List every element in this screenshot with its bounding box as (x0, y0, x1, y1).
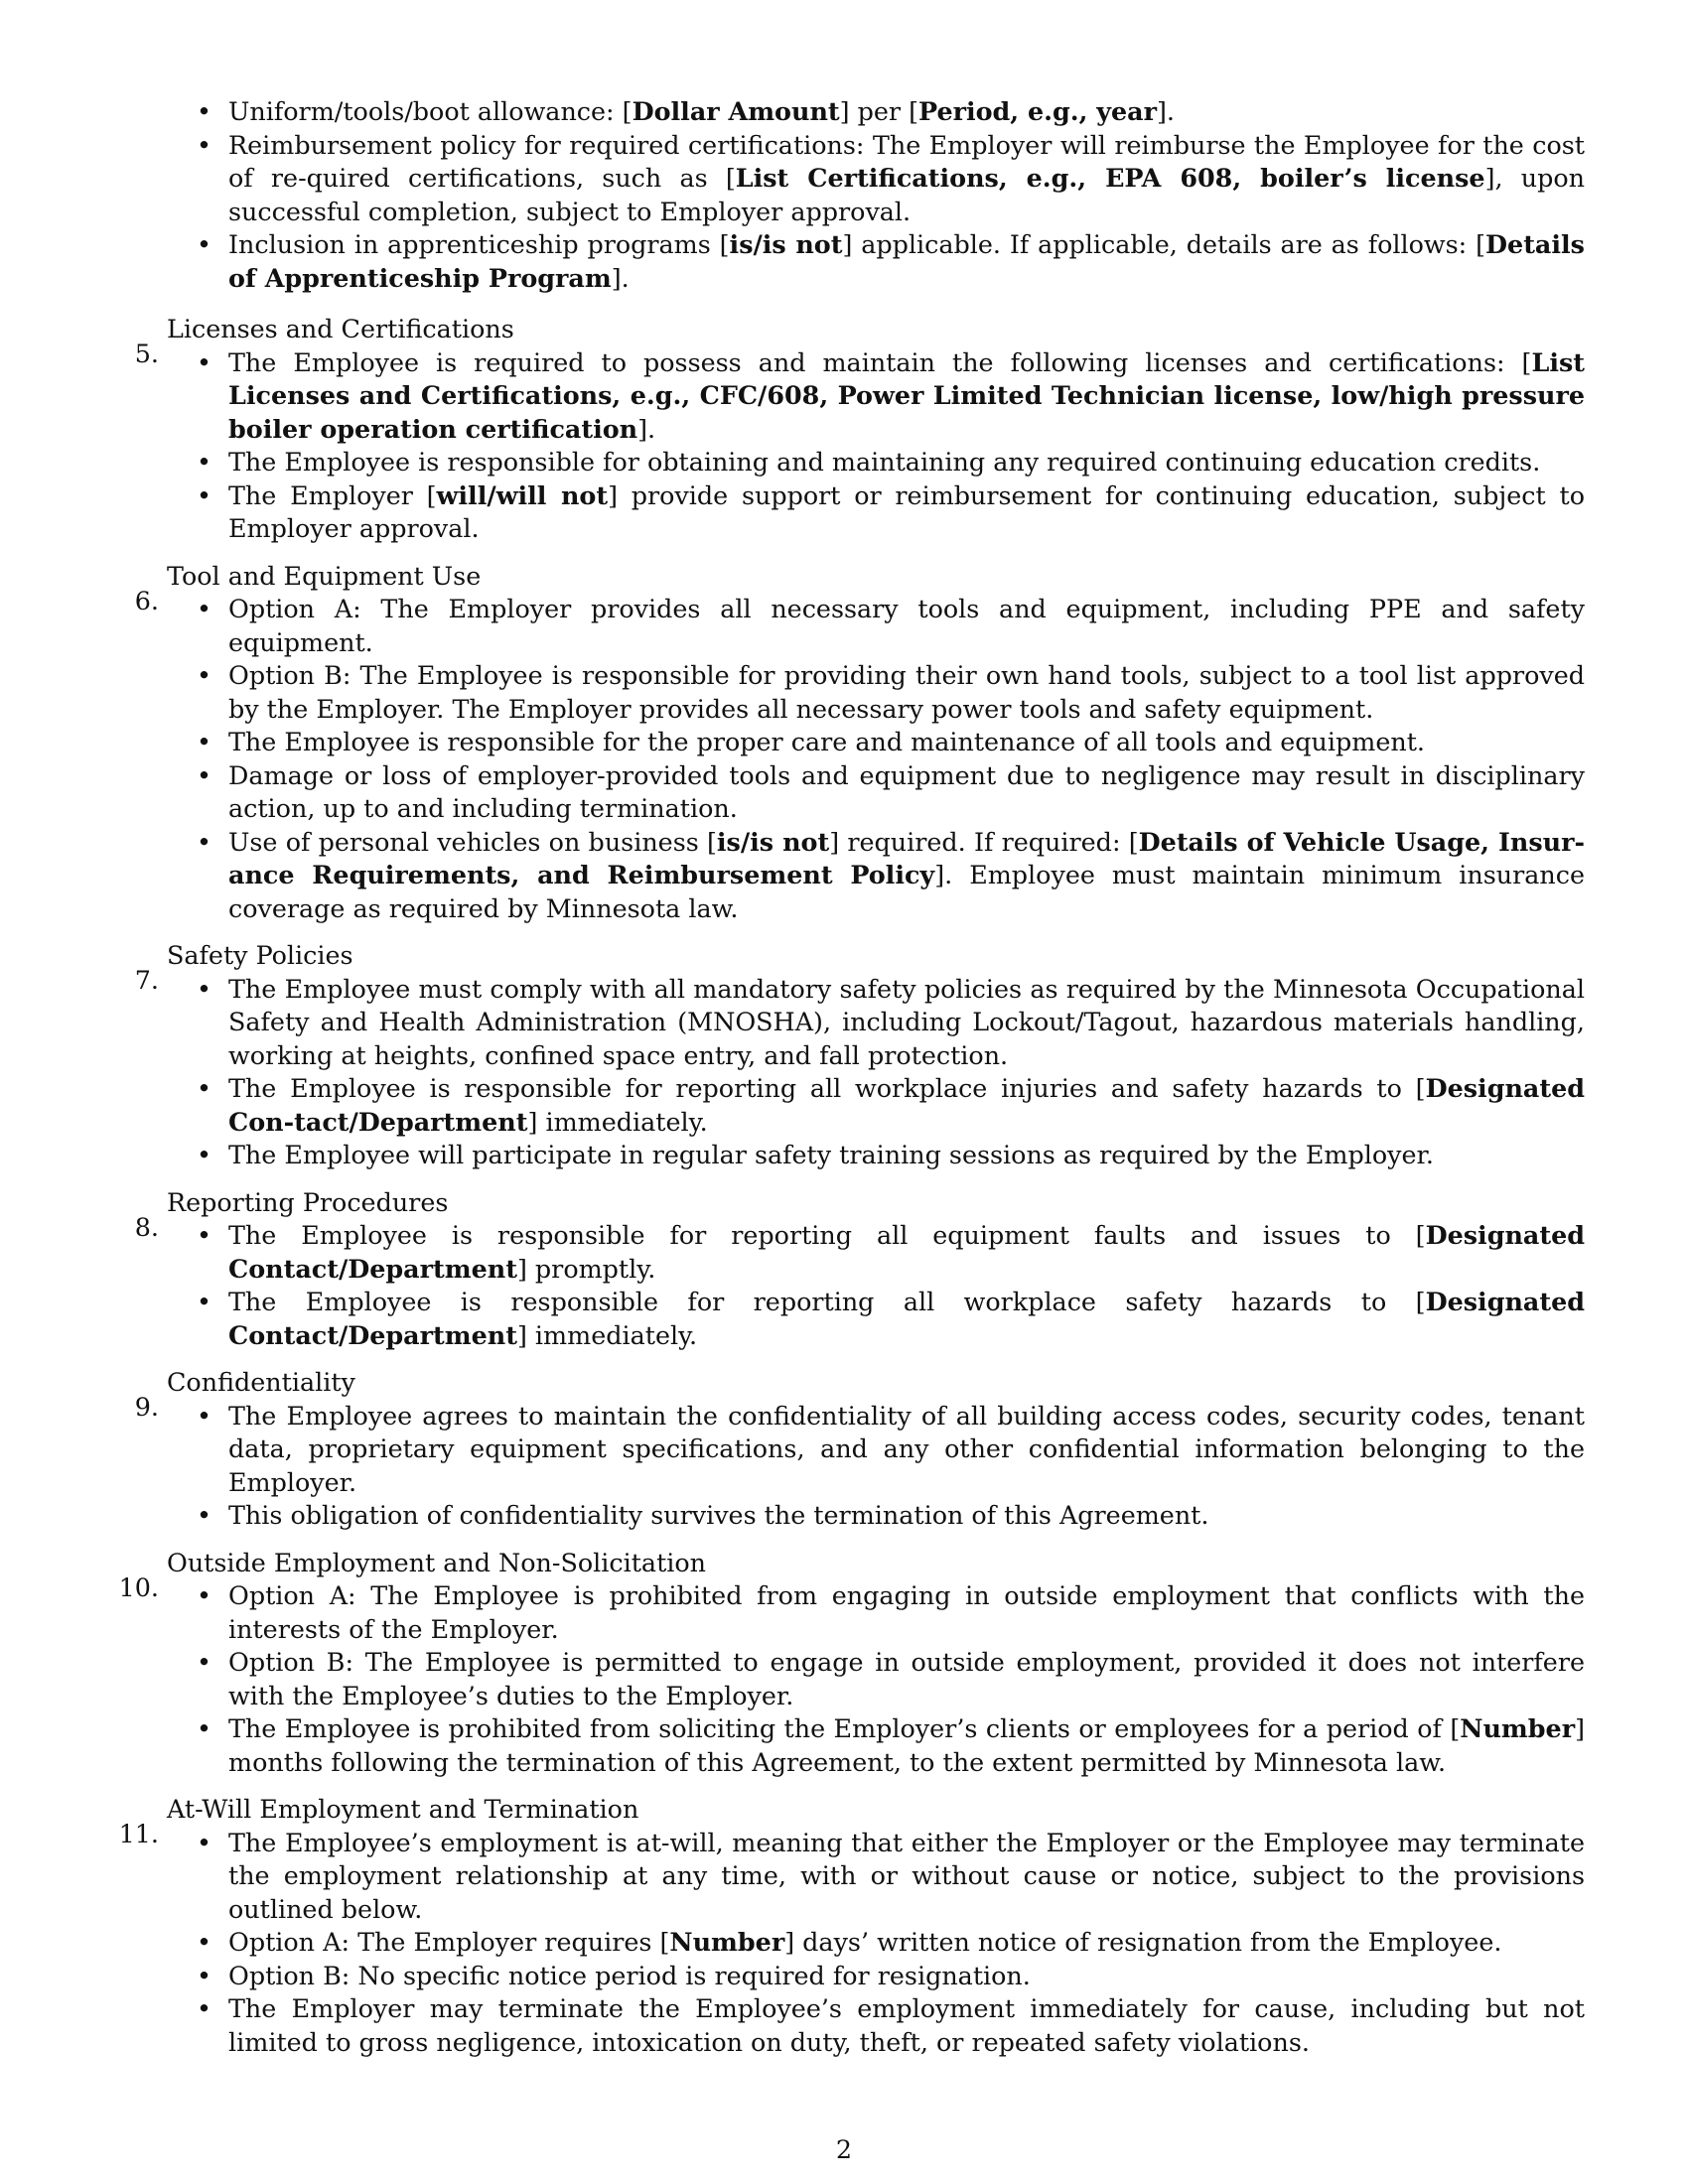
bullet-item (167, 1286, 1585, 1352)
bullet-text: ] immediately. (516, 1319, 698, 1350)
section-number-text: 9. (134, 1392, 159, 1422)
section-item (134, 560, 1586, 926)
section-title: Reporting Procedures (167, 1186, 449, 1217)
bullet-item (167, 1646, 1585, 1712)
bullet-item (167, 446, 1585, 479)
bullet-text: Option A: The Employer requires [ (228, 1927, 670, 1957)
section-item (134, 939, 1585, 1172)
placeholder-field: Number (669, 1927, 785, 1957)
section-number-text: 10. (118, 1571, 159, 1602)
section-bullet-list (167, 973, 1585, 1172)
placeholder-field: List Certifications, e.g., EPA 608, boiler’s license (735, 163, 1485, 193)
section-title: At-Will Employment and Termination (167, 1794, 639, 1824)
bullet-item (167, 1712, 1585, 1779)
bullet-item (167, 1992, 1585, 2059)
section-number-text: 6. (134, 585, 159, 615)
section-heading (134, 939, 1585, 995)
section-item (134, 1366, 1585, 1533)
placeholder-field: is/is not (716, 826, 830, 857)
bullet-text: ], upon successful completion, subject to Employer approval. (228, 163, 1586, 226)
section-item (118, 1793, 1585, 2059)
bullet-item (167, 1960, 1585, 1993)
bullet-item (167, 1827, 1585, 1927)
bullet-item (167, 1579, 1585, 1646)
bullet-text: The Employee is required to possess and maintain the following licenses and certifications: [ (228, 346, 1532, 377)
bullet-item (167, 346, 1585, 447)
placeholder-field: Number (1460, 1713, 1576, 1743)
section-heading (134, 1366, 1585, 1422)
bullet-text: ] applicable. If applicable, details are as follows: [ (842, 229, 1486, 259)
section-bullet-list (167, 1400, 1585, 1533)
bullet-text: Use of personal vehicles on business [ (228, 826, 717, 857)
bullet-text: ]. (611, 262, 630, 293)
bullet-text: Reimbursement policy for required certifications: The Employer will reimburse the Employee for the cost of re-quired certifications, such as [ (228, 129, 1585, 193)
section-heading (118, 1547, 1585, 1602)
section-bullet-list (167, 593, 1585, 925)
bullet-item (167, 1139, 1585, 1172)
section-item (134, 1186, 1585, 1353)
placeholder-field: Designated Contact/Department (228, 1287, 1585, 1350)
bullet-item (167, 1926, 1585, 1960)
bullet-text: The Employer [ (228, 479, 437, 510)
section-heading (134, 560, 1585, 615)
bullet-text: Option A: The Employee is prohibited from engaging in outside employment that conflicts with the interests of the Employer. (228, 1580, 1585, 1644)
bullet-text: Option B: The Employee is permitted to engage in outside employment, provided it does not interfere with the Employee’s duties to the Employer. (228, 1647, 1585, 1710)
section-item (118, 1547, 1585, 1780)
section-bullet-list (167, 1219, 1585, 1352)
section-bullet-list (167, 1827, 1585, 2060)
placeholder-field: will/will not (436, 479, 609, 510)
bullet-text: ] immediately. (527, 1106, 708, 1137)
section-item (134, 313, 1585, 546)
bullet-text: Option B: No specific notice period is required for resignation. (228, 1960, 1031, 1990)
section-title: Outside Employment and Non-Solicitation (167, 1547, 707, 1577)
bullet-item (167, 1499, 1585, 1533)
bullet-item (167, 129, 1585, 229)
bullet-text: This obligation of confidentiality survives the termination of this Agreement. (228, 1500, 1209, 1530)
section-number-text: 8. (134, 1211, 159, 1242)
section-bullet-list (167, 1579, 1585, 1779)
bullet-text: The Employee is responsible for reporting all equipment faults and issues to [ (228, 1220, 1426, 1250)
bullet-item (167, 228, 1585, 295)
placeholder-field: Details of Apprenticeship Program (228, 229, 1585, 293)
bullet-text: ] per [ (839, 96, 919, 126)
bullet-item (167, 759, 1585, 826)
bullet-text: The Employee is responsible for reporting all workplace injuries and safety hazards to [ (228, 1073, 1426, 1103)
bullet-item (167, 726, 1585, 759)
section-title: Licenses and Certifications (167, 314, 514, 343)
bullet-item (167, 659, 1585, 726)
bullet-text: ] required. If required: [ (829, 826, 1139, 857)
bullet-text: The Employee’s employment is at-will, meaning that either the Employer or the Employee may terminate the employment relationship at any time, with or without cause or notice, subject to the provisions outlined below. (228, 1827, 1585, 1924)
bullet-text: ]. (1157, 96, 1175, 126)
bullet-text: The Employee agrees to maintain the confidentiality of all building access codes, security codes, tenant data, proprietary equipment specifications, and any other confidential information belonging to the Employer. (228, 1400, 1585, 1497)
bullet-text: Inclusion in apprenticeship programs [ (228, 229, 730, 259)
section-title: Safety Policies (167, 940, 353, 970)
bullet-text: The Employee is prohibited from soliciting the Employer’s clients or employees for a period of [ (228, 1713, 1461, 1743)
bullet-text: The Employee must comply with all mandatory safety policies as required by the Minnesota Occupational Safety and Health Administration (MNOSHA), including Lockout/Tagout, hazardous materials handling, working at heights, confined space entry, and fall protection. (228, 973, 1585, 1070)
bullet-item (167, 95, 1585, 129)
top-bullet-list (167, 95, 1585, 295)
bullet-text: ] months following the termination of this Agreement, to the extent permitted by Minnesota law. (228, 1713, 1585, 1777)
bullet-text: ] provide support or reimbursement for continuing education, subject to Employer approval. (228, 479, 1585, 543)
section-title: Tool and Equipment Use (167, 560, 482, 591)
bullet-text: ] promptly. (516, 1253, 656, 1284)
bullet-text: The Employee will participate in regular safety training sessions as required by the Employer. (228, 1140, 1434, 1169)
bullet-text: Uniform/tools/boot allowance: [ (228, 96, 633, 126)
bullet-text: ]. Employee must maintain minimum insurance coverage as required by Minnesota law. (228, 860, 1586, 923)
bullet-item (167, 1400, 1585, 1500)
page-number: 2 (835, 2134, 853, 2164)
bullet-text: The Employee is responsible for the proper care and maintenance of all tools and equipment. (228, 727, 1426, 756)
section-title: Confidentiality (167, 1367, 355, 1397)
placeholder-field: is/is not (729, 229, 843, 259)
bullet-text: The Employee is responsible for reporting all workplace safety hazards to [ (228, 1287, 1426, 1316)
bullet-item (167, 973, 1585, 1073)
bullet-item (167, 1072, 1585, 1139)
bullet-text: ] days’ written notice of resignation from the Employee. (784, 1927, 1502, 1957)
bullet-text: ]. (637, 413, 656, 444)
bullet-item (167, 826, 1585, 926)
section-bullet-list (167, 346, 1585, 546)
placeholder-field: Dollar Amount (632, 96, 840, 126)
bullet-text: Option B: The Employee is responsible for providing their own hand tools, subject to a tool list approved by the Employer. The Employer provides all necessary power tools and safety equipment. (228, 660, 1585, 724)
section-number-text: 7. (134, 965, 159, 995)
section-number-text: 5. (134, 339, 159, 368)
bullet-text: The Employee is responsible for obtaining and maintaining any required continuing education credits. (228, 447, 1541, 477)
document-page (118, 95, 1586, 2059)
section-list (118, 313, 1586, 2059)
bullet-item (167, 1219, 1585, 1286)
bullet-text: Option A: The Employer provides all necessary tools and equipment, including PPE and safety equipment. (228, 594, 1585, 657)
placeholder-field: Details of Vehicle Usage, Insur-ance Requirements, and Reimbursement Policy (228, 826, 1586, 889)
placeholder-field: List Licenses and Certifications, e.g., CFC/608, Power Limited Technician license, low/high pressure boiler operation certification (228, 346, 1585, 444)
bullet-item (167, 593, 1585, 659)
bullet-item (167, 479, 1585, 546)
placeholder-field: Designated Con-tact/Department (228, 1073, 1585, 1137)
placeholder-field: Period, e.g., year (918, 96, 1157, 126)
section-number-text: 11. (118, 1819, 159, 1848)
bullet-text: The Employer may terminate the Employee’s employment immediately for cause, including but not limited to gross negligence, intoxication on duty, theft, or repeated safety violations. (228, 1993, 1585, 2057)
section-heading (118, 1793, 1585, 1848)
bullet-text: Damage or loss of employer-provided tools and equipment due to negligence may result in disciplinary action, up to and including termination. (228, 759, 1585, 823)
placeholder-field: Designated Contact/Department (228, 1220, 1585, 1284)
